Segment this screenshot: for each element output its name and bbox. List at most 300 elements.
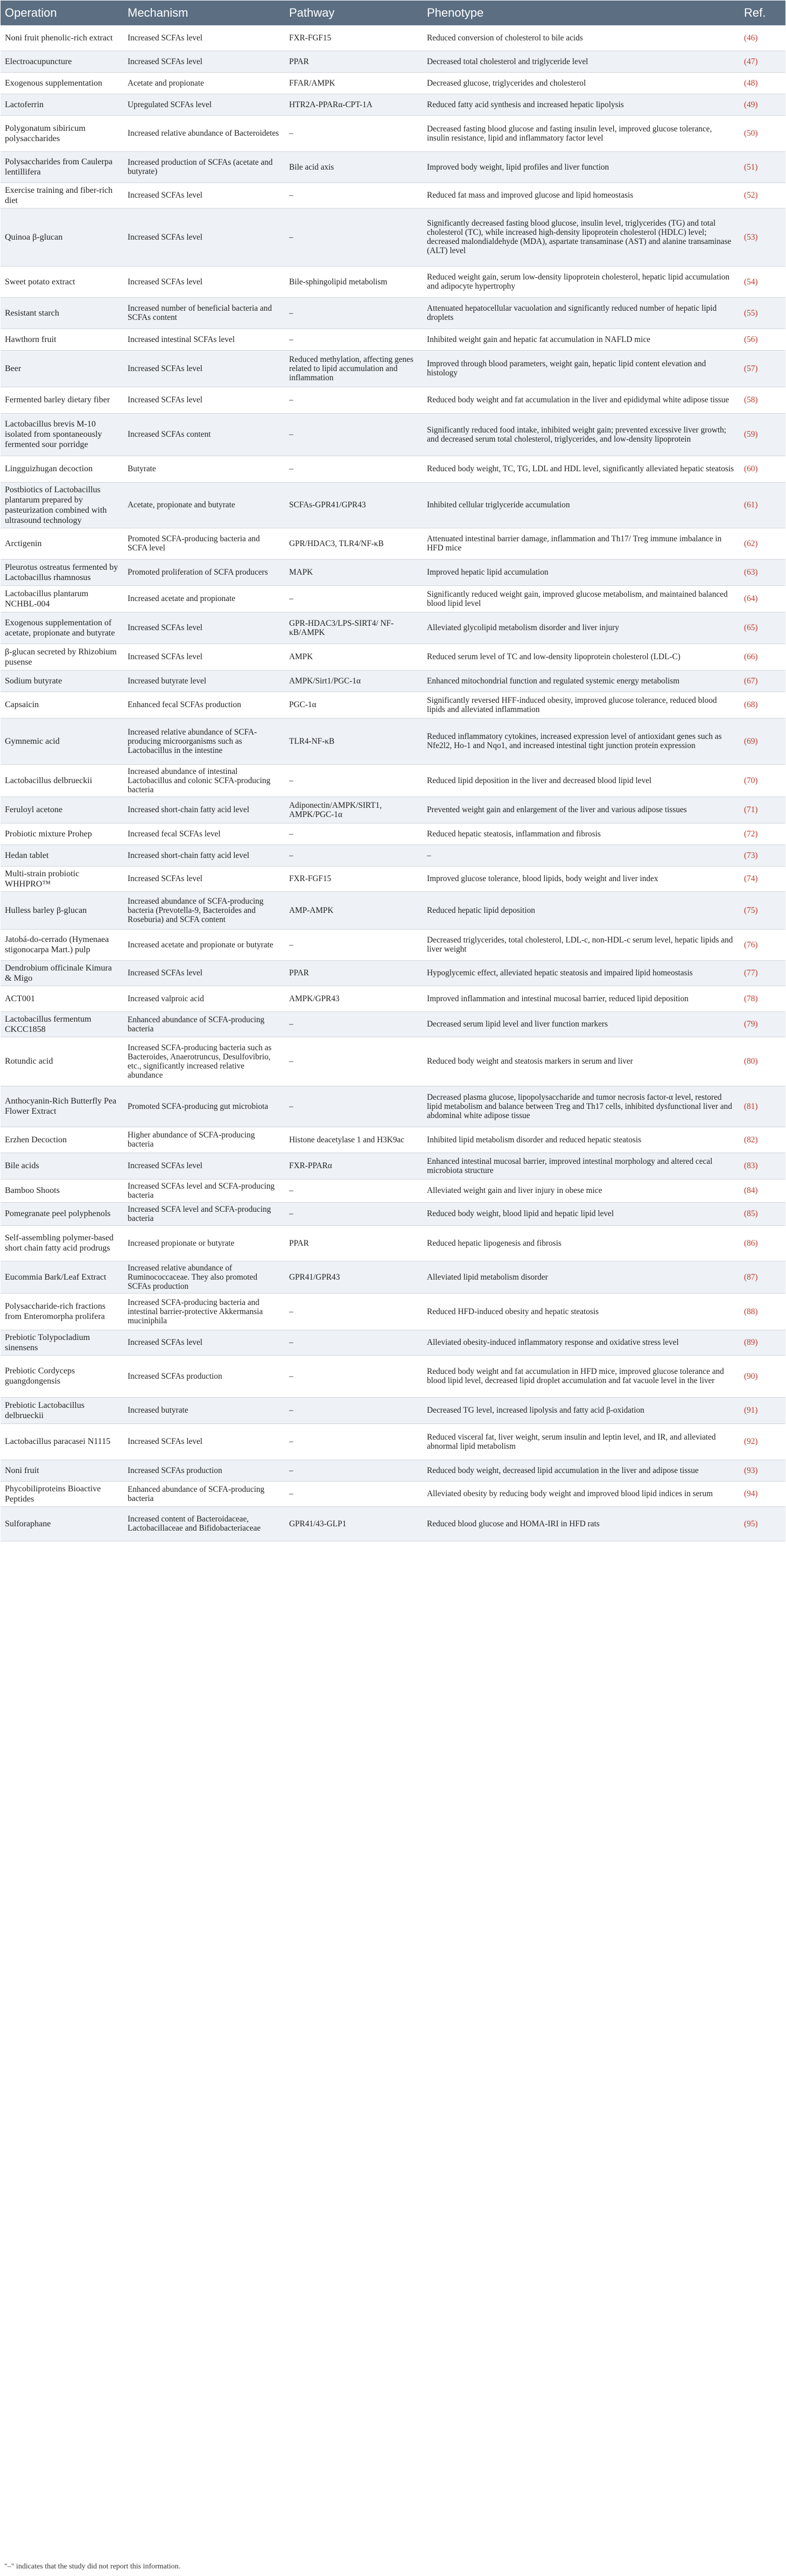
pathway-cell: – <box>285 387 423 413</box>
table-row <box>1 718 785 764</box>
mechanism-cell: Increased propionate or butyrate <box>123 1225 285 1261</box>
operation-cell: Lactoferrin <box>1 94 123 115</box>
mechanism-cell: Increased SCFA level and SCFA-producing bacteria <box>123 1202 285 1225</box>
mechanism-cell: Promoted proliferation of SCFA producers <box>123 559 285 585</box>
table-row <box>1 1261 785 1293</box>
mechanism-cell: Increased production of SCFAs (acetate and butyrate) <box>123 151 285 183</box>
operation-cell: Lactobacillus plantarum NCHBL-004 <box>1 585 123 612</box>
operation-cell: Hedan tablet <box>1 844 123 866</box>
table-row <box>1 72 785 94</box>
pathway-cell: FFAR/AMPK <box>285 72 423 94</box>
operation-cell: Rotundic acid <box>1 1037 123 1086</box>
table-row <box>1 1481 785 1506</box>
pathway-cell: – <box>285 413 423 456</box>
table-row <box>1 1293 785 1330</box>
pathway-cell: – <box>285 844 423 866</box>
pathway-cell: Reduced methylation, affecting genes related to lipid accumulation and inflammation <box>285 350 423 387</box>
phenotype-cell: Hypoglycemic effect, alleviated hepatic steatosis and impaired lipid homeostasis <box>423 960 740 986</box>
table-row <box>1 866 785 891</box>
pathway-cell: GPR41/43-GLP1 <box>285 1506 423 1541</box>
pathway-cell: FXR-PPARα <box>285 1153 423 1179</box>
pathway-cell: – <box>285 929 423 960</box>
table-row <box>1 387 785 413</box>
mechanism-cell: Enhanced fecal SCFAs production <box>123 692 285 718</box>
phenotype-cell: Reduced body weight, blood lipid and hepatic lipid level <box>423 1202 740 1225</box>
reference-link[interactable]: (76) <box>740 929 785 960</box>
column-header: Operation <box>1 1 123 25</box>
pathway-cell: SCFAs-GPR41/GPR43 <box>285 482 423 528</box>
table-row <box>1 891 785 929</box>
pathway-cell: AMPK/GPR43 <box>285 986 423 1011</box>
reference-link[interactable]: (85) <box>740 1202 785 1225</box>
table-row <box>1 986 785 1011</box>
reference-link[interactable]: (80) <box>740 1037 785 1086</box>
table-row <box>1 94 785 115</box>
mechanism-cell: Acetate and propionate <box>123 72 285 94</box>
operation-cell: Phycobiliproteins Bioactive Peptides <box>1 1481 123 1506</box>
pathway-cell: AMP-AMPK <box>285 891 423 929</box>
mechanism-cell: Promoted SCFA-producing bacteria and SCFA level <box>123 528 285 559</box>
reference-link[interactable]: (63) <box>740 559 785 585</box>
phenotype-cell: Reduced HFD-induced obesity and hepatic steatosis <box>423 1293 740 1330</box>
operation-cell: Exogenous supplementation <box>1 72 123 94</box>
reference-link[interactable]: (62) <box>740 528 785 559</box>
reference-link[interactable]: (49) <box>740 94 785 115</box>
mechanism-cell: Increased relative abundance of Ruminococcaceae. They also promoted SCFAs production <box>123 1261 285 1293</box>
pathway-cell: – <box>285 1086 423 1127</box>
phenotype-cell: Improved through blood parameters, weight gain, hepatic lipid content elevation and histology <box>423 350 740 387</box>
phenotype-cell: Prevented weight gain and enlargement of the liver and various adipose tissues <box>423 797 740 823</box>
mechanism-cell: Increased SCFAs level <box>123 1330 285 1355</box>
pathway-cell: FXR-FGF15 <box>285 25 423 51</box>
table-row <box>1 1202 785 1225</box>
reference-link[interactable]: (93) <box>740 1460 785 1481</box>
table-row <box>1 329 785 350</box>
mechanism-cell: Increased intestinal SCFAs level <box>123 329 285 350</box>
pathway-cell: – <box>285 1355 423 1397</box>
reference-link[interactable]: (48) <box>740 72 785 94</box>
phenotype-cell: Reduced fatty acid synthesis and increased hepatic lipolysis <box>423 94 740 115</box>
reference-link[interactable]: (67) <box>740 670 785 692</box>
pathway-cell: AMPK/Sirt1/PGC-1α <box>285 670 423 692</box>
reference-link[interactable]: (57) <box>740 350 785 387</box>
operation-cell: Exercise training and fiber-rich diet <box>1 183 123 208</box>
reference-link[interactable]: (95) <box>740 1506 785 1541</box>
phenotype-cell: Reduced lipid deposition in the liver and decreased blood lipid level <box>423 764 740 797</box>
operation-cell: Arctigenin <box>1 528 123 559</box>
pathway-cell: – <box>285 456 423 482</box>
pathway-cell: GPR/HDAC3, TLR4/NF-κB <box>285 528 423 559</box>
table-row <box>1 692 785 718</box>
operation-cell: Pomegranate peel polyphenols <box>1 1202 123 1225</box>
reference-link[interactable]: (88) <box>740 1293 785 1330</box>
operation-cell: Beer <box>1 350 123 387</box>
mechanism-cell: Increased butyrate <box>123 1397 285 1423</box>
pathway-cell: – <box>285 1397 423 1423</box>
operation-cell: Self-assembling polymer-based short chain fatty acid prodrugs <box>1 1225 123 1261</box>
pathway-cell: Adiponectin/AMPK/SIRT1, AMPK/PGC-1α <box>285 797 423 823</box>
mechanism-cell: Increased butyrate level <box>123 670 285 692</box>
table-row <box>1 1225 785 1261</box>
pathway-cell: TLR4-NF-κB <box>285 718 423 764</box>
header-row <box>1 1 785 25</box>
pathway-cell: – <box>285 1330 423 1355</box>
mechanism-cell: Increased SCFAs level <box>123 1153 285 1179</box>
phenotype-cell: Attenuated hepatocellular vacuolation and significantly reduced number of hepatic lipid droplets <box>423 297 740 329</box>
table-row <box>1 482 785 528</box>
table-row <box>1 764 785 797</box>
table-row <box>1 1153 785 1179</box>
reference-link[interactable]: (74) <box>740 866 785 891</box>
table-row <box>1 670 785 692</box>
reference-link[interactable]: (78) <box>740 986 785 1011</box>
mechanism-cell: Increased valproic acid <box>123 986 285 1011</box>
mechanism-cell: Increased SCFAs production <box>123 1355 285 1397</box>
phenotype-cell: Attenuated intestinal barrier damage, inflammation and Th17/ Treg immune imbalance in HFD mice <box>423 528 740 559</box>
pathway-cell: – <box>285 115 423 151</box>
reference-link[interactable]: (71) <box>740 797 785 823</box>
table-row <box>1 1127 785 1153</box>
pathway-cell: Bile acid axis <box>285 151 423 183</box>
operation-cell: Noni fruit phenolic-rich extract <box>1 25 123 51</box>
table-row <box>1 1086 785 1127</box>
mechanism-cell: Increased SCFAs level <box>123 644 285 670</box>
operation-cell: Lactobacillus brevis M-10 isolated from spontaneously fermented sour porridge <box>1 413 123 456</box>
column-header: Mechanism <box>123 1 285 25</box>
reference-link[interactable]: (70) <box>740 764 785 797</box>
reference-link[interactable]: (59) <box>740 413 785 456</box>
pathway-cell: – <box>285 329 423 350</box>
table-row <box>1 1506 785 1541</box>
operation-cell: Lactobacillus delbrueckii <box>1 764 123 797</box>
reference-link[interactable]: (73) <box>740 844 785 866</box>
reference-link[interactable]: (56) <box>740 329 785 350</box>
table-row <box>1 51 785 72</box>
operation-cell: ACT001 <box>1 986 123 1011</box>
mechanism-cell: Increased SCFAs level <box>123 1423 285 1460</box>
mechanism-cell: Promoted SCFA-producing gut microbiota <box>123 1086 285 1127</box>
mechanism-cell: Increased SCFAs level and SCFA-producing bacteria <box>123 1179 285 1202</box>
phenotype-cell: Inhibited lipid metabolism disorder and reduced hepatic steatosis <box>423 1127 740 1153</box>
operation-cell: Postbiotics of Lactobacillus plantarum prepared by pasteurization combined with ultrasound technology <box>1 482 123 528</box>
phenotype-cell: Enhanced mitochondrial function and regulated systemic energy metabolism <box>423 670 740 692</box>
pathway-cell: Bile-sphingolipid metabolism <box>285 266 423 297</box>
phenotype-cell: Decreased total cholesterol and triglyceride level <box>423 51 740 72</box>
footnote: "–" indicates that the study did not report this information. <box>4 2563 181 2571</box>
operation-cell: Exogenous supplementation of acetate, propionate and butyrate <box>1 612 123 644</box>
pathway-cell: – <box>285 297 423 329</box>
mechanism-cell: Increased SCFAs level <box>123 51 285 72</box>
mechanism-cell: Increased SCFAs content <box>123 413 285 456</box>
pathway-cell: – <box>285 1460 423 1481</box>
table-row <box>1 456 785 482</box>
phenotype-cell: Significantly decreased fasting blood glucose, insulin level, triglycerides (TG) and total cholesterol (TC), while increased high-density lipoprotein cholesterol (HDLC) level; decreased malondialdehyde (MDA), aspartate transaminase (AST) and alanine transaminase (ALT) level <box>423 208 740 266</box>
table-row <box>1 350 785 387</box>
mechanism-cell: Increased SCFAs level <box>123 266 285 297</box>
phenotype-cell: Reduced body weight and fat accumulation in the liver and epididymal white adipose tissue <box>423 387 740 413</box>
phenotype-cell: Reduced body weight and steatosis markers in serum and liver <box>423 1037 740 1086</box>
mechanism-cell: Increased abundance of intestinal Lactobacillus and colonic SCFA-producing bacteria <box>123 764 285 797</box>
reference-link[interactable]: (91) <box>740 1397 785 1423</box>
reference-link[interactable]: (65) <box>740 612 785 644</box>
phenotype-cell: Alleviated glycolipid metabolism disorder and liver injury <box>423 612 740 644</box>
operation-cell: Electroacupuncture <box>1 51 123 72</box>
phenotype-cell: Reduced body weight and fat accumulation in HFD mice, improved glucose tolerance and blood lipid level, decreased lipid droplet accumulation and fat vacuole level in the liver <box>423 1355 740 1397</box>
mechanism-cell: Increased relative abundance of SCFA-producing microorganisms such as Lactobacillus in the intestine <box>123 718 285 764</box>
phenotype-cell: Significantly reduced food intake, inhibited weight gain; prevented excessive liver growth; and decreased serum total cholesterol, triglycerides, and low-density lipoprotein <box>423 413 740 456</box>
reference-link[interactable]: (87) <box>740 1261 785 1293</box>
phenotype-cell: Improved body weight, lipid profiles and liver function <box>423 151 740 183</box>
operation-cell: Capsaicin <box>1 692 123 718</box>
phenotype-cell: Reduced inflammatory cytokines, increased expression level of antioxidant genes such as Nfe2l2, Ho-1 and Nqo1, and increased intestinal tight junction protein expression <box>423 718 740 764</box>
phenotype-cell: Decreased TG level, increased lipolysis and fatty acid β-oxidation <box>423 1397 740 1423</box>
operation-cell: β-glucan secreted by Rhizobium pusense <box>1 644 123 670</box>
column-header: Ref. <box>740 1 785 25</box>
data-table <box>1 1 785 1541</box>
operation-cell: Lactobacillus paracasei N1115 <box>1 1423 123 1460</box>
mechanism-cell: Acetate, propionate and butyrate <box>123 482 285 528</box>
mechanism-cell: Increased SCFA-producing bacteria and intestinal barrier-protective Akkermansia muciniphila <box>123 1293 285 1330</box>
pathway-cell: – <box>285 1179 423 1202</box>
pathway-cell: – <box>285 183 423 208</box>
reference-link[interactable]: (58) <box>740 387 785 413</box>
phenotype-cell: Reduced visceral fat, liver weight, serum insulin and leptin level, and IR, and alleviated abnormal lipid metabolism <box>423 1423 740 1460</box>
table-row <box>1 823 785 844</box>
operation-cell: Lactobacillus fermentum CKCC1858 <box>1 1011 123 1037</box>
phenotype-cell: Alleviated weight gain and liver injury in obese mice <box>423 1179 740 1202</box>
phenotype-cell: Improved inflammation and intestinal mucosal barrier, reduced lipid deposition <box>423 986 740 1011</box>
table-row <box>1 1037 785 1086</box>
phenotype-cell: Decreased glucose, triglycerides and cholesterol <box>423 72 740 94</box>
reference-link[interactable]: (72) <box>740 823 785 844</box>
table-row <box>1 644 785 670</box>
operation-cell: Polysaccharide-rich fractions from Enteromorpha prolifera <box>1 1293 123 1330</box>
reference-link[interactable]: (86) <box>740 1225 785 1261</box>
reference-link[interactable]: (60) <box>740 456 785 482</box>
column-header: Phenotype <box>423 1 740 25</box>
reference-link[interactable]: (47) <box>740 51 785 72</box>
mechanism-cell: Enhanced abundance of SCFA-producing bacteria <box>123 1011 285 1037</box>
table-row <box>1 115 785 151</box>
mechanism-cell: Increased content of Bacteroidaceae, Lactobacillaceae and Bifidobacteriaceae <box>123 1506 285 1541</box>
reference-link[interactable]: (69) <box>740 718 785 764</box>
mechanism-cell: Upregulated SCFAs level <box>123 94 285 115</box>
mechanism-cell: Increased SCFAs level <box>123 25 285 51</box>
phenotype-cell: Decreased triglycerides, total cholesterol, LDL-c, non-HDL-c serum level, hepatic lipids and liver weight <box>423 929 740 960</box>
reference-link[interactable]: (54) <box>740 266 785 297</box>
phenotype-cell: Reduced serum level of TC and low-density lipoprotein cholesterol (LDL-C) <box>423 644 740 670</box>
reference-link[interactable]: (46) <box>740 25 785 51</box>
operation-cell: Fermented barley dietary fiber <box>1 387 123 413</box>
mechanism-cell: Increased short-chain fatty acid level <box>123 844 285 866</box>
mechanism-cell: Increased acetate and propionate <box>123 585 285 612</box>
phenotype-cell: Inhibited weight gain and hepatic fat accumulation in NAFLD mice <box>423 329 740 350</box>
reference-link[interactable]: (92) <box>740 1423 785 1460</box>
reference-link[interactable]: (75) <box>740 891 785 929</box>
operation-cell: Lingguizhugan decoction <box>1 456 123 482</box>
operation-cell: Multi-strain probiotic WHHPRO™ <box>1 866 123 891</box>
operation-cell: Prebiotic Cordyceps guangdongensis <box>1 1355 123 1397</box>
operation-cell: Prebiotic Lactobacillus delbrueckii <box>1 1397 123 1423</box>
pathway-cell: MAPK <box>285 559 423 585</box>
table-body <box>1 25 785 1541</box>
mechanism-cell: Enhanced abundance of SCFA-producing bacteria <box>123 1481 285 1506</box>
mechanism-cell: Increased SCFA-producing bacteria such as Bacteroides, Anaerotruncus, Desulfovibrio, etc., significantly increased relative abundance <box>123 1037 285 1086</box>
operation-cell: Dendrobium officinale Kimura & Migo <box>1 960 123 986</box>
mechanism-cell: Increased fecal SCFAs level <box>123 823 285 844</box>
mechanism-cell: Increased short-chain fatty acid level <box>123 797 285 823</box>
table-row <box>1 559 785 585</box>
reference-link[interactable]: (82) <box>740 1127 785 1153</box>
phenotype-cell: Decreased serum lipid level and liver function markers <box>423 1011 740 1037</box>
mechanism-cell: Increased SCFAs level <box>123 208 285 266</box>
mechanism-cell: Increased relative abundance of Bacteroidetes <box>123 115 285 151</box>
pathway-cell: – <box>285 1011 423 1037</box>
operation-cell: Feruloyl acetone <box>1 797 123 823</box>
operation-cell: Eucommia Bark/Leaf Extract <box>1 1261 123 1293</box>
phenotype-cell: Reduced weight gain, serum low-density lipoprotein cholesterol, hepatic lipid accumulation and adipocyte hypertrophy <box>423 266 740 297</box>
phenotype-cell: Improved glucose tolerance, blood lipids, body weight and liver index <box>423 866 740 891</box>
pathway-cell: – <box>285 764 423 797</box>
mechanism-cell: Higher abundance of SCFA-producing bacteria <box>123 1127 285 1153</box>
pathway-cell: Histone deacetylase 1 and H3K9ac <box>285 1127 423 1153</box>
operation-cell: Polysaccharides from Caulerpa lentillifera <box>1 151 123 183</box>
phenotype-cell: – <box>423 844 740 866</box>
mechanism-cell: Increased number of beneficial bacteria and SCFAs content <box>123 297 285 329</box>
table-row <box>1 208 785 266</box>
operation-cell: Gymnemic acid <box>1 718 123 764</box>
phenotype-cell: Alleviated lipid metabolism disorder <box>423 1261 740 1293</box>
phenotype-cell: Alleviated obesity-induced inflammatory response and oxidative stress level <box>423 1330 740 1355</box>
pathway-cell: – <box>285 1481 423 1506</box>
phenotype-cell: Alleviated obesity by reducing body weight and improved blood lipid indices in serum <box>423 1481 740 1506</box>
table-row <box>1 25 785 51</box>
mechanism-cell: Increased acetate and propionate or butyrate <box>123 929 285 960</box>
table-row <box>1 960 785 986</box>
phenotype-cell: Reduced blood glucose and HOMA-IRI in HFD rats <box>423 1506 740 1541</box>
column-header: Pathway <box>285 1 423 25</box>
operation-cell: Bile acids <box>1 1153 123 1179</box>
pathway-cell: HTR2A-PPARα-CPT-1A <box>285 94 423 115</box>
reference-link[interactable]: (64) <box>740 585 785 612</box>
table-row <box>1 1397 785 1423</box>
reference-link[interactable]: (53) <box>740 208 785 266</box>
reference-link[interactable]: (52) <box>740 183 785 208</box>
mechanism-cell: Increased SCFAs level <box>123 350 285 387</box>
table-row <box>1 1460 785 1481</box>
reference-link[interactable]: (51) <box>740 151 785 183</box>
reference-link[interactable]: (83) <box>740 1153 785 1179</box>
reference-link[interactable]: (89) <box>740 1330 785 1355</box>
reference-link[interactable]: (68) <box>740 692 785 718</box>
operation-cell: Probiotic mixture Prohep <box>1 823 123 844</box>
mechanism-cell: Increased SCFAs level <box>123 866 285 891</box>
phenotype-cell: Reduced body weight, TC, TG, LDL and HDL level, significantly alleviated hepatic steatosis <box>423 456 740 482</box>
phenotype-cell: Reduced hepatic lipogenesis and fibrosis <box>423 1225 740 1261</box>
mechanism-cell: Increased SCFAs level <box>123 183 285 208</box>
pathway-cell: – <box>285 208 423 266</box>
reference-link[interactable]: (55) <box>740 297 785 329</box>
reference-link[interactable]: (61) <box>740 482 785 528</box>
pathway-cell: PPAR <box>285 960 423 986</box>
mechanism-cell: Increased SCFAs level <box>123 612 285 644</box>
phenotype-cell: Decreased plasma glucose, lipopolysaccharide and tumor necrosis factor-α level, restored lipid metabolism and balance between Treg and Th17 cells, inhibited dysfunctional liver and abdominal white adipose tissue <box>423 1086 740 1127</box>
table-row <box>1 797 785 823</box>
table-row <box>1 1011 785 1037</box>
table-row <box>1 183 785 208</box>
pathway-cell: – <box>285 585 423 612</box>
pathway-cell: – <box>285 1202 423 1225</box>
reference-link[interactable]: (79) <box>740 1011 785 1037</box>
mechanism-cell: Increased abundance of SCFA-producing bacteria (Prevotella-9, Bacteroides and Roseburia) and SCFA content <box>123 891 285 929</box>
table-row <box>1 844 785 866</box>
table-row <box>1 1423 785 1460</box>
operation-cell: Noni fruit <box>1 1460 123 1481</box>
reference-link[interactable]: (90) <box>740 1355 785 1397</box>
reference-link[interactable]: (81) <box>740 1086 785 1127</box>
pathway-cell: PPAR <box>285 1225 423 1261</box>
phenotype-cell: Reduced hepatic steatosis, inflammation and fibrosis <box>423 823 740 844</box>
table-row <box>1 585 785 612</box>
table-row <box>1 151 785 183</box>
operation-cell: Polygonatum sibiricum polysaccharides <box>1 115 123 151</box>
phenotype-cell: Inhibited cellular triglyceride accumulation <box>423 482 740 528</box>
operation-cell: Bamboo Shoots <box>1 1179 123 1202</box>
operation-cell: Sweet potato extract <box>1 266 123 297</box>
pathway-cell: – <box>285 1423 423 1460</box>
table-row <box>1 1179 785 1202</box>
reference-link[interactable]: (84) <box>740 1179 785 1202</box>
phenotype-cell: Reduced conversion of cholesterol to bile acids <box>423 25 740 51</box>
operation-cell: Resistant starch <box>1 297 123 329</box>
reference-link[interactable]: (94) <box>740 1481 785 1506</box>
pathway-cell: PGC-1α <box>285 692 423 718</box>
pathway-cell: FXR-FGF15 <box>285 866 423 891</box>
mechanism-cell: Increased SCFAs production <box>123 1460 285 1481</box>
table-row <box>1 929 785 960</box>
reference-link[interactable]: (50) <box>740 115 785 151</box>
phenotype-cell: Reduced hepatic lipid deposition <box>423 891 740 929</box>
pathway-cell: – <box>285 1293 423 1330</box>
operation-cell: Hawthorn fruit <box>1 329 123 350</box>
table-row <box>1 266 785 297</box>
reference-link[interactable]: (66) <box>740 644 785 670</box>
phenotype-cell: Reduced fat mass and improved glucose and lipid homeostasis <box>423 183 740 208</box>
phenotype-cell: Reduced body weight, decreased lipid accumulation in the liver and adipose tissue <box>423 1460 740 1481</box>
operation-cell: Sodium butyrate <box>1 670 123 692</box>
pathway-cell: PPAR <box>285 51 423 72</box>
phenotype-cell: Decreased fasting blood glucose and fasting insulin level, improved glucose tolerance, insulin resistance, lipid and inflammatory factor level <box>423 115 740 151</box>
operation-cell: Prebiotic Tolypocladium sinensens <box>1 1330 123 1355</box>
table-row <box>1 1330 785 1355</box>
operation-cell: Pleurotus ostreatus fermented by Lactobacillus rhamnosus <box>1 559 123 585</box>
phenotype-cell: Improved hepatic lipid accumulation <box>423 559 740 585</box>
mechanism-cell: Increased SCFAs level <box>123 960 285 986</box>
mechanism-cell: Increased SCFAs level <box>123 387 285 413</box>
reference-link[interactable]: (77) <box>740 960 785 986</box>
pathway-cell: – <box>285 1037 423 1086</box>
operation-cell: Quinoa β-glucan <box>1 208 123 266</box>
pathway-cell: – <box>285 823 423 844</box>
phenotype-cell: Significantly reduced weight gain, improved glucose metabolism, and maintained balanced blood lipid level <box>423 585 740 612</box>
mechanism-cell: Butyrate <box>123 456 285 482</box>
operation-cell: Erzhen Decoction <box>1 1127 123 1153</box>
phenotype-cell: Enhanced intestinal mucosal barrier, improved intestinal morphology and altered cecal microbiota structure <box>423 1153 740 1179</box>
table-row <box>1 413 785 456</box>
table-row <box>1 612 785 644</box>
operation-cell: Anthocyanin-Rich Butterfly Pea Flower Extract <box>1 1086 123 1127</box>
pathway-cell: AMPK <box>285 644 423 670</box>
